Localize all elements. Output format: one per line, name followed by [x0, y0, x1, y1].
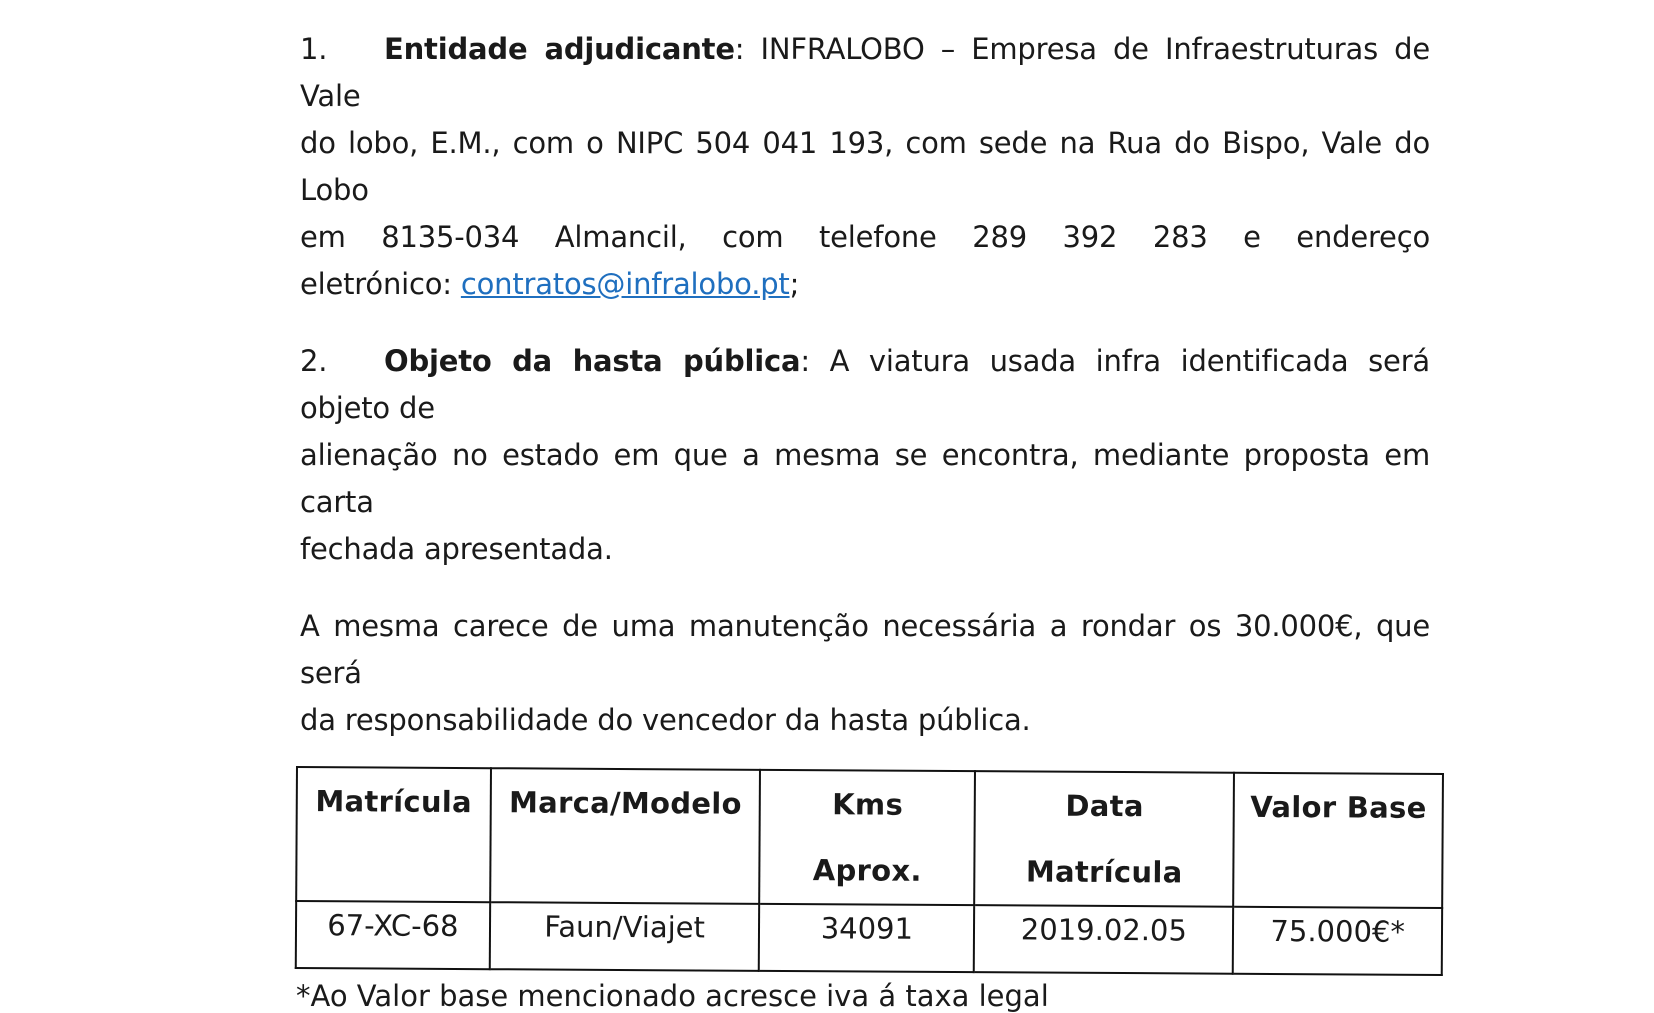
section1-line4-prefix: eletrónico: — [300, 267, 461, 301]
section2-line3: fechada apresentada. — [300, 532, 613, 566]
section1-line3: em 8135-034 Almancil, com telefone 289 392 283 e endereço — [300, 220, 1430, 254]
section1-number: 1. — [300, 32, 328, 66]
cell-data-matricula: 2019.02.05 — [974, 905, 1234, 974]
vehicle-table — [295, 766, 1444, 976]
section2-number: 2. — [300, 344, 328, 378]
table-header-row — [296, 767, 1443, 908]
document-page — [296, 26, 1430, 1013]
section1-line4 — [300, 261, 1430, 308]
cell-valor-base: 75.000€* — [1233, 907, 1442, 975]
cell-kms: 34091 — [759, 904, 974, 972]
section-objeto-hasta — [300, 338, 1430, 573]
email-link[interactable]: contratos@infralobo.pt — [460, 267, 790, 301]
maintenance-paragraph — [300, 603, 1430, 744]
section2-line1 — [300, 338, 1430, 432]
header-marca-modelo: Marca/Modelo — [490, 768, 760, 904]
maintenance-line2: da responsabilidade do vencedor da hasta pública. — [300, 703, 1031, 737]
header-kms-aprox: Kms Aprox. — [760, 770, 976, 905]
maintenance-line1: A mesma carece de uma manutenção necessária a rondar os 30.000€, que será — [300, 609, 1430, 690]
section1-label: Entidade adjudicante — [384, 32, 735, 66]
section1-line2: do lobo, E.M., com o NIPC 504 041 193, com sede na Rua do Bispo, Vale do Lobo — [300, 126, 1430, 207]
header-valor-base: Valor Base — [1234, 773, 1443, 908]
section1-line4-suffix: ; — [789, 267, 800, 301]
cell-marca-modelo: Faun/Viajet — [490, 902, 760, 971]
section-entidade-adjudicante — [300, 26, 1430, 308]
header-data-matricula: Data Matrícula — [974, 771, 1234, 907]
footnote: *Ao Valor base mencionado acresce iva á taxa legal — [296, 979, 1049, 1013]
table-row — [296, 901, 1442, 975]
section2-line2: alienação no estado em que a mesma se encontra, mediante proposta em carta — [300, 438, 1430, 519]
section2-text-line1: : A viatura usada infra identificada será objeto de — [300, 344, 1430, 425]
section1-text-line1: : INFRALOBO – Empresa de Infraestruturas de Vale — [300, 32, 1430, 113]
section1-line1 — [300, 26, 1430, 120]
cell-matricula: 67-XC-68 — [296, 901, 490, 969]
section2-label: Objeto da hasta pública — [384, 344, 801, 378]
header-matricula: Matrícula — [296, 767, 491, 902]
